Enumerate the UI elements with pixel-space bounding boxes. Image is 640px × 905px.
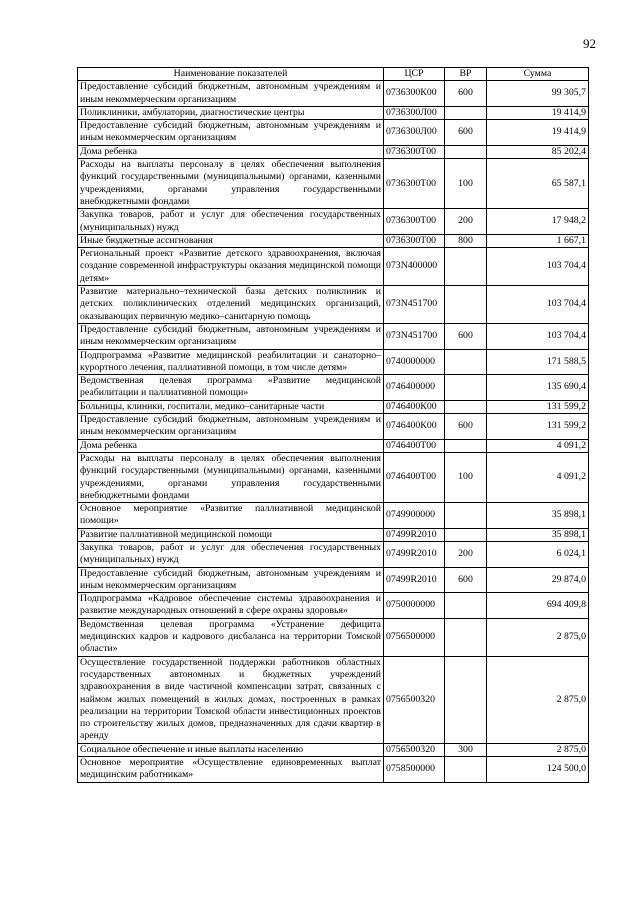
cell-name: Подпрограмма «Развитие медицинской реабилитации и санаторно–курортного лечения, паллиативной помощи, в том числе детям» xyxy=(78,349,384,375)
cell-vr xyxy=(445,400,487,413)
table-row xyxy=(78,567,589,593)
cell-name: Региональный проект «Развитие детского здравоохранения, включая создание современной инфраструктуры оказания медицинской помощи детям» xyxy=(78,248,384,286)
table-row xyxy=(78,248,589,286)
table-row xyxy=(78,618,589,656)
page-number: 92 xyxy=(583,36,596,51)
table-row xyxy=(78,541,589,567)
cell-sum: 19 414,9 xyxy=(487,120,589,146)
cell-sum: 131 599,2 xyxy=(487,414,589,440)
cell-name: Дома ребенка xyxy=(78,145,384,158)
cell-csr: 0746400Т00 xyxy=(384,452,445,502)
table-row xyxy=(78,145,589,158)
cell-name: Предоставление субсидий бюджетным, автономным учреждениям и иным некоммерческим организациям xyxy=(78,81,384,107)
cell-name: Закупка товаров, работ и услуг для обеспечения государственных (муниципальных) нужд xyxy=(78,541,384,567)
cell-sum: 2 875,0 xyxy=(487,618,589,656)
cell-csr: 0746400000 xyxy=(384,375,445,401)
cell-sum: 99 305,7 xyxy=(487,81,589,107)
table-row xyxy=(78,286,589,324)
table-row xyxy=(78,400,589,413)
cell-csr: 073N451700 xyxy=(384,323,445,349)
header-vr: ВР xyxy=(445,68,487,81)
cell-sum: 4 091,2 xyxy=(487,439,589,452)
cell-sum: 65 587,1 xyxy=(487,159,589,209)
cell-name: Предоставление субсидий бюджетным, автономным учреждениям и иным некоммерческим организациям xyxy=(78,567,384,593)
cell-vr xyxy=(445,286,487,324)
cell-csr: 0736300Т00 xyxy=(384,159,445,209)
cell-name: Предоставление субсидий бюджетным, автономным учреждениям и иным некоммерческим организациям xyxy=(78,414,384,440)
cell-name: Больницы, клиники, госпитали, медико–санитарные части xyxy=(78,400,384,413)
cell-sum: 103 704,4 xyxy=(487,323,589,349)
table-row xyxy=(78,375,589,401)
cell-name: Ведомственная целевая программа «Устранение дефицита медицинских кадров и кадрового дисбаланса на территории Томской области» xyxy=(78,618,384,656)
cell-csr: 07499R2010 xyxy=(384,567,445,593)
cell-vr xyxy=(445,375,487,401)
cell-vr: 600 xyxy=(445,567,487,593)
cell-csr: 0736300Л00 xyxy=(384,106,445,119)
cell-sum: 4 091,2 xyxy=(487,452,589,502)
cell-vr xyxy=(445,656,487,743)
cell-vr: 800 xyxy=(445,234,487,247)
cell-vr xyxy=(445,248,487,286)
table-row xyxy=(78,414,589,440)
table-row xyxy=(78,593,589,619)
cell-sum: 103 704,4 xyxy=(487,286,589,324)
table-row xyxy=(78,323,589,349)
cell-csr: 0756500320 xyxy=(384,743,445,756)
cell-csr: 07499R2010 xyxy=(384,528,445,541)
cell-sum: 17 948,2 xyxy=(487,209,589,235)
cell-vr xyxy=(445,757,487,783)
cell-sum: 85 202,4 xyxy=(487,145,589,158)
table-row xyxy=(78,528,589,541)
cell-csr: 0756500000 xyxy=(384,618,445,656)
cell-vr: 200 xyxy=(445,209,487,235)
table-row xyxy=(78,757,589,783)
cell-sum: 29 874,0 xyxy=(487,567,589,593)
cell-csr: 0749900000 xyxy=(384,503,445,529)
table-row xyxy=(78,159,589,209)
table-row xyxy=(78,234,589,247)
table-row xyxy=(78,439,589,452)
cell-sum: 1 667,1 xyxy=(487,234,589,247)
cell-vr: 600 xyxy=(445,414,487,440)
cell-csr: 0736300Т00 xyxy=(384,145,445,158)
cell-name: Развитие материально–технической базы детских поликлиник и детских поликлинических отделений медицинских организаций, оказывающих первичную медико–санитарную помощь xyxy=(78,286,384,324)
cell-vr xyxy=(445,145,487,158)
cell-csr: 0736300Т00 xyxy=(384,209,445,235)
cell-csr: 0746400Т00 xyxy=(384,439,445,452)
header-csr: ЦСР xyxy=(384,68,445,81)
cell-vr: 600 xyxy=(445,120,487,146)
cell-csr: 0736300Л00 xyxy=(384,120,445,146)
cell-name: Предоставление субсидий бюджетным, автономным учреждениям и иным некоммерческим организациям xyxy=(78,120,384,146)
table-row xyxy=(78,106,589,119)
cell-sum: 131 599,2 xyxy=(487,400,589,413)
header-sum: Сумма xyxy=(487,68,589,81)
cell-sum: 103 704,4 xyxy=(487,248,589,286)
cell-vr xyxy=(445,593,487,619)
cell-name: Предоставление субсидий бюджетным, автономным учреждениям и иным некоммерческим организациям xyxy=(78,323,384,349)
cell-sum: 135 690,4 xyxy=(487,375,589,401)
cell-csr: 07499R2010 xyxy=(384,541,445,567)
cell-name: Развитие паллиативной медицинской помощи xyxy=(78,528,384,541)
cell-csr: 0758500000 xyxy=(384,757,445,783)
cell-name: Поликлиники, амбулатории, диагностические центры xyxy=(78,106,384,119)
cell-csr: 0756500320 xyxy=(384,656,445,743)
cell-vr: 300 xyxy=(445,743,487,756)
table-row xyxy=(78,81,589,107)
cell-vr: 200 xyxy=(445,541,487,567)
cell-vr: 600 xyxy=(445,323,487,349)
cell-vr xyxy=(445,349,487,375)
table-row xyxy=(78,452,589,502)
cell-csr: 0740000000 xyxy=(384,349,445,375)
cell-name: Иные бюджетные ассигнования xyxy=(78,234,384,247)
cell-name: Ведомственная целевая программа «Развитие медицинской реабилитации и паллиативной помощи» xyxy=(78,375,384,401)
header-name: Наименование показателей xyxy=(78,68,384,81)
table-body xyxy=(78,81,589,782)
cell-vr: 600 xyxy=(445,81,487,107)
cell-sum: 19 414,9 xyxy=(487,106,589,119)
cell-sum: 35 898,1 xyxy=(487,503,589,529)
cell-name: Социальное обеспечение и иные выплаты населению xyxy=(78,743,384,756)
cell-csr: 0746400К00 xyxy=(384,414,445,440)
cell-vr xyxy=(445,503,487,529)
cell-vr: 100 xyxy=(445,159,487,209)
cell-sum: 35 898,1 xyxy=(487,528,589,541)
cell-name: Осуществление государственной поддержки работников областных государственных автономных и бюджетных учреждений здравоохранения в виде частичной компенсации затрат, связанных с наймом жилых помещений в жилых домах, построенных в рамках реализации на территории Томской области инвестиционных проектов по строительству жилых домов, предназначенных для сдачи квартир в аренду xyxy=(78,656,384,743)
cell-sum: 694 409,8 xyxy=(487,593,589,619)
cell-vr: 100 xyxy=(445,452,487,502)
cell-sum: 2 875,0 xyxy=(487,656,589,743)
cell-sum: 2 875,0 xyxy=(487,743,589,756)
cell-csr: 0736300Т00 xyxy=(384,234,445,247)
cell-vr xyxy=(445,439,487,452)
cell-csr: 0750000000 xyxy=(384,593,445,619)
cell-vr xyxy=(445,618,487,656)
cell-name: Закупка товаров, работ и услуг для обеспечения государственных (муниципальных) нужд xyxy=(78,209,384,235)
cell-vr xyxy=(445,528,487,541)
table-row xyxy=(78,656,589,743)
cell-name: Подпрограмма «Кадровое обеспечение системы здравоохранения и развитие международных отношений в сфере охраны здоровья» xyxy=(78,593,384,619)
cell-csr: 0736300К00 xyxy=(384,81,445,107)
cell-csr: 073N451700 xyxy=(384,286,445,324)
cell-sum: 124 500,0 xyxy=(487,757,589,783)
table-row xyxy=(78,209,589,235)
table-row xyxy=(78,349,589,375)
cell-name: Расходы на выплаты персоналу в целях обеспечения выполнения функций государственными (муниципальными) органами, казенными учреждениями, органами управления государственными внебюджетными фондами xyxy=(78,159,384,209)
cell-name: Основное мероприятие «Осуществление единовременных выплат медицинским работникам» xyxy=(78,757,384,783)
table-row xyxy=(78,503,589,529)
table-row xyxy=(78,120,589,146)
cell-name: Расходы на выплаты персоналу в целях обеспечения выполнения функций государственными (муниципальными) органами, казенными учреждениями, органами управления государственными внебюджетными фондами xyxy=(78,452,384,502)
cell-name: Основное мероприятие «Развитие паллиативной медицинской помощи» xyxy=(78,503,384,529)
cell-name: Дома ребенка xyxy=(78,439,384,452)
budget-table xyxy=(77,67,589,783)
cell-sum: 171 588,5 xyxy=(487,349,589,375)
cell-csr: 0746400К00 xyxy=(384,400,445,413)
cell-sum: 6 024,1 xyxy=(487,541,589,567)
table-header-row xyxy=(78,68,589,81)
table-row xyxy=(78,743,589,756)
cell-vr xyxy=(445,106,487,119)
cell-csr: 073N400000 xyxy=(384,248,445,286)
